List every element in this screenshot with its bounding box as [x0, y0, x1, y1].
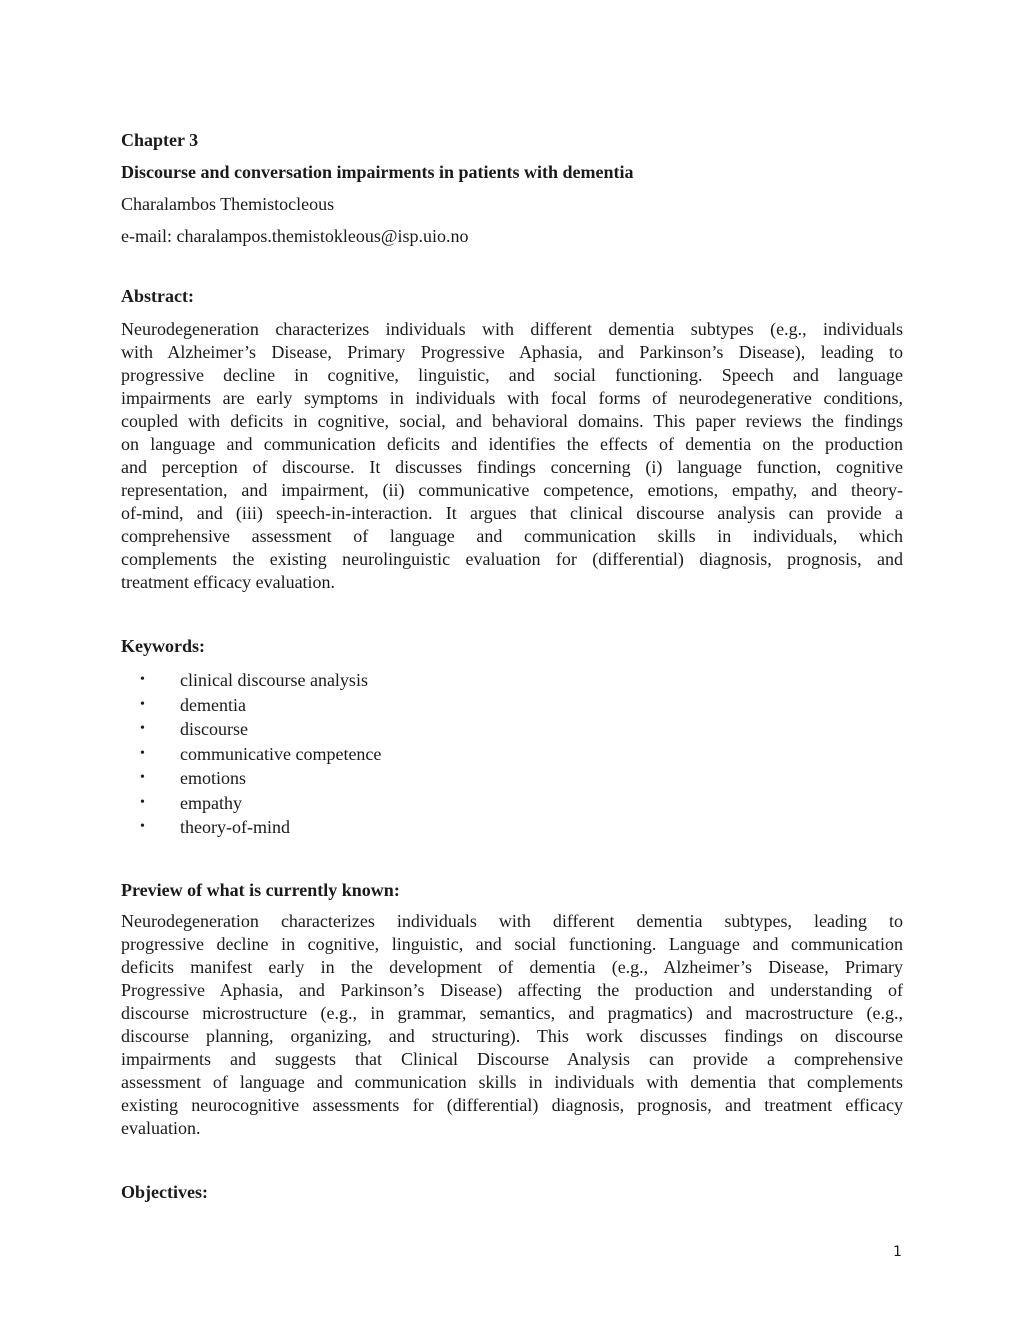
paragraph-line: Progressive Aphasia, and Parkinson’s Disease) affecting the production and understanding of	[121, 980, 903, 1000]
paragraph-line: on language and communication deficits and identifies the effects of dementia on the production	[121, 434, 903, 454]
abstract-body	[121, 318, 903, 594]
bullet-icon: •	[140, 721, 145, 736]
keyword-text: communicative competence	[180, 743, 382, 764]
keyword-text: emotions	[180, 768, 246, 788]
keyword-text: empathy	[180, 792, 242, 813]
paragraph-line: Neurodegeneration characterizes individuals with different dementia subtypes (e.g., individuals	[121, 319, 903, 339]
bullet-icon: •	[140, 819, 145, 834]
paragraph-line: comprehensive assessment of language and communication skills in individuals, which	[121, 526, 903, 546]
paragraph-line: progressive decline in cognitive, linguistic, and social functioning. Language and communication	[121, 934, 903, 954]
keywords-heading-text: Keywords:	[121, 636, 205, 656]
paragraph-line: impairments and suggests that Clinical Discourse Analysis can provide a comprehensive	[121, 1049, 903, 1069]
bullet-icon: •	[140, 672, 145, 687]
paper-title	[121, 161, 903, 184]
preview-body	[121, 910, 903, 1140]
keyword-item	[121, 717, 381, 742]
keyword-item	[121, 668, 381, 693]
paragraph-line: deficits manifest early in the development of dementia (e.g., Alzheimer’s Disease, Primary	[121, 957, 903, 977]
paragraph-line: complements the existing neurolinguistic evaluation for (differential) diagnosis, prognosis, and	[121, 549, 903, 569]
paragraph-line: of-mind, and (iii) speech-in-interaction. It argues that clinical discourse analysis can provide a	[121, 503, 903, 523]
keyword-text: discourse	[180, 719, 248, 739]
chapter-text: Chapter 3	[121, 130, 199, 150]
paragraph-line: progressive decline in cognitive, linguistic, and social functioning. Speech and language	[121, 365, 903, 385]
bullet-icon: •	[140, 770, 145, 785]
paragraph-line: treatment efficacy evaluation.	[121, 572, 336, 592]
abstract-heading-text: Abstract:	[121, 286, 194, 306]
preview-heading-text: Preview of what is currently known:	[121, 880, 400, 900]
objectives-heading-text: Objectives:	[121, 1182, 208, 1202]
paragraph-line: evaluation.	[121, 1118, 201, 1138]
paragraph-line: Neurodegeneration characterizes individuals with different dementia subtypes, leading to	[121, 911, 903, 931]
paragraph-line: existing neurocognitive assessments for (differential) diagnosis, prognosis, and treatment efficacy	[121, 1095, 903, 1115]
keyword-item	[121, 693, 381, 718]
paragraph-line: discourse microstructure (e.g., in grammar, semantics, and pragmatics) and macrostructure (e.g.,	[121, 1003, 903, 1023]
bullet-icon: •	[140, 696, 145, 712]
chapter-label	[121, 129, 903, 152]
keyword-text: clinical discourse analysis	[180, 670, 368, 690]
paragraph-line: with Alzheimer’s Disease, Primary Progressive Aphasia, and Parkinson’s Disease), leading to	[121, 342, 903, 362]
paragraph-line: impairments are early symptoms in individuals with focal forms of neurodegenerative conditions,	[121, 388, 903, 408]
keyword-text: dementia	[180, 694, 246, 715]
title-text: Discourse and conversation impairments in patients with dementia	[121, 162, 634, 182]
author-text: Charalambos Themistocleous	[121, 194, 335, 214]
email-text: e-mail: charalampos.themistokleous@isp.uio.no	[121, 226, 469, 246]
preview-heading	[121, 879, 903, 902]
paragraph-line: and perception of discourse. It discusses findings concerning (i) language function, cognitive	[121, 457, 903, 477]
paragraph-line: assessment of language and communication skills in individuals with dementia that complements	[121, 1072, 903, 1092]
paragraph-line: coupled with deficits in cognitive, social, and behavioral domains. This paper reviews the findings	[121, 411, 903, 431]
keywords-heading	[121, 635, 903, 658]
keyword-item	[121, 815, 381, 840]
author-email	[121, 225, 903, 248]
paragraph-line: discourse planning, organizing, and structuring). This work discusses findings on discourse	[121, 1026, 903, 1046]
keyword-item	[121, 766, 381, 791]
paragraph-line: representation, and impairment, (ii) communicative competence, emotions, empathy, and theory-	[121, 480, 903, 500]
page-number: 1	[893, 1244, 902, 1260]
author-name	[121, 193, 903, 216]
objectives-heading	[121, 1181, 903, 1204]
keyword-text: theory-of-mind	[180, 817, 290, 837]
keywords-list	[121, 668, 381, 840]
bullet-icon: •	[140, 745, 145, 761]
bullet-icon: •	[140, 794, 145, 810]
keyword-item	[121, 742, 381, 767]
keyword-item	[121, 791, 381, 816]
abstract-heading	[121, 285, 903, 308]
